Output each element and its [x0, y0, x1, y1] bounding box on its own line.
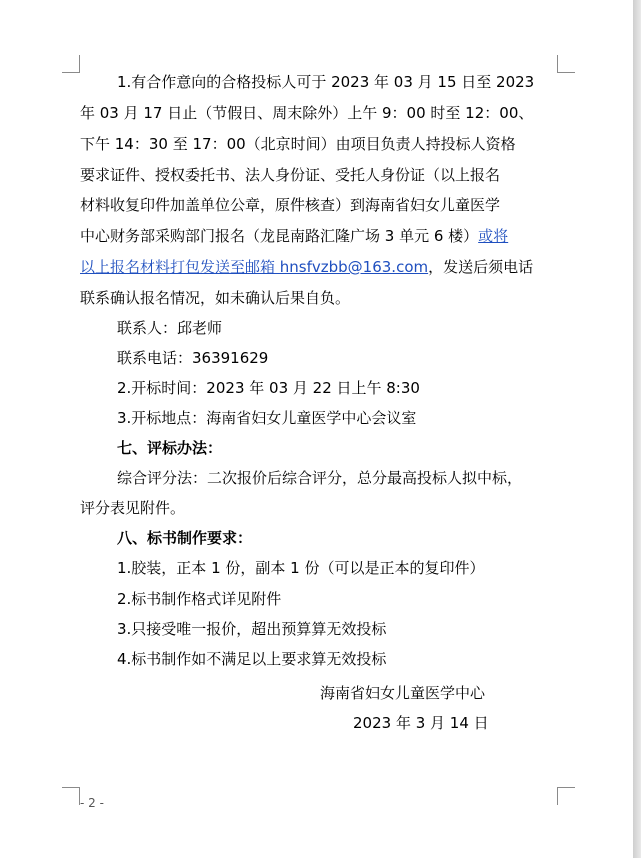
bid-open-place: 3.开标地点：海南省妇女儿童医学中心会议室: [117, 409, 417, 427]
email-link[interactable]: 或将: [478, 227, 509, 245]
bid-open-time: 2.开标时间：2023 年 03 月 22 日上午 8:30: [117, 379, 420, 397]
crop-mark-bottom-right: [557, 787, 575, 805]
paragraph-line: 联系确认报名情况，如未确认后果自负。: [80, 289, 351, 307]
paragraph-text: ，发送后须电话: [428, 258, 534, 276]
list-item: 1.胶装，正本 1 份，副本 1 份（可以是正本的复印件）: [117, 559, 485, 577]
section-heading-evaluation: 七、评标办法：: [117, 439, 223, 457]
section-heading-bid-document: 八、标书制作要求：: [117, 529, 253, 547]
page-number: - 2 -: [80, 796, 104, 810]
paragraph-line: [80, 226, 508, 246]
page-edge-shadow: [633, 0, 641, 858]
list-item: 3.只接受唯一报价，超出预算算无效投标: [117, 620, 387, 638]
paragraph-line: 材料收复印件加盖单位公章，原件核查）到海南省妇女儿童医学: [80, 196, 501, 214]
list-item: 2.标书制作格式详见附件: [117, 590, 282, 608]
contact-phone: 联系电话：36391629: [117, 349, 269, 367]
paragraph-line: 要求证件、授权委托书、法人身份证、受托人身份证（以上报名: [80, 166, 501, 184]
crop-mark-top-right: [557, 55, 575, 73]
crop-mark-bottom-left: [62, 787, 80, 805]
paragraph-line: 1.有合作意向的合格投标人可于 2023 年 03 月 15 日至 2023: [117, 73, 535, 91]
paragraph-line: [80, 257, 533, 277]
signature-date: 2023 年 3 月 14 日: [353, 714, 489, 732]
paragraph-line: 评分表见附件。: [80, 499, 186, 517]
paragraph-line: 下午 14：30 至 17：00（北京时间）由项目负责人持投标人资格: [80, 135, 516, 153]
contact-person: 联系人：邱老师: [117, 319, 223, 337]
registration-location-text: 中心财务部采购部门报名（龙昆南路汇隆广场 3 单元 6 楼）: [80, 227, 479, 245]
list-item: 4.标书制作如不满足以上要求算无效投标: [117, 650, 387, 668]
paragraph-line: 年 03 月 17 日止（节假日、周末除外）上午 9：00 时至 12：00、: [80, 104, 534, 122]
signature-organization: 海南省妇女儿童医学中心: [320, 684, 486, 702]
paragraph-line: 综合评分法：二次报价后综合评分，总分最高投标人拟中标，: [117, 469, 523, 487]
email-link[interactable]: 以上报名材料打包发送至邮箱 hnsfvzbb@163.com: [80, 258, 429, 276]
crop-mark-top-left: [62, 55, 80, 73]
